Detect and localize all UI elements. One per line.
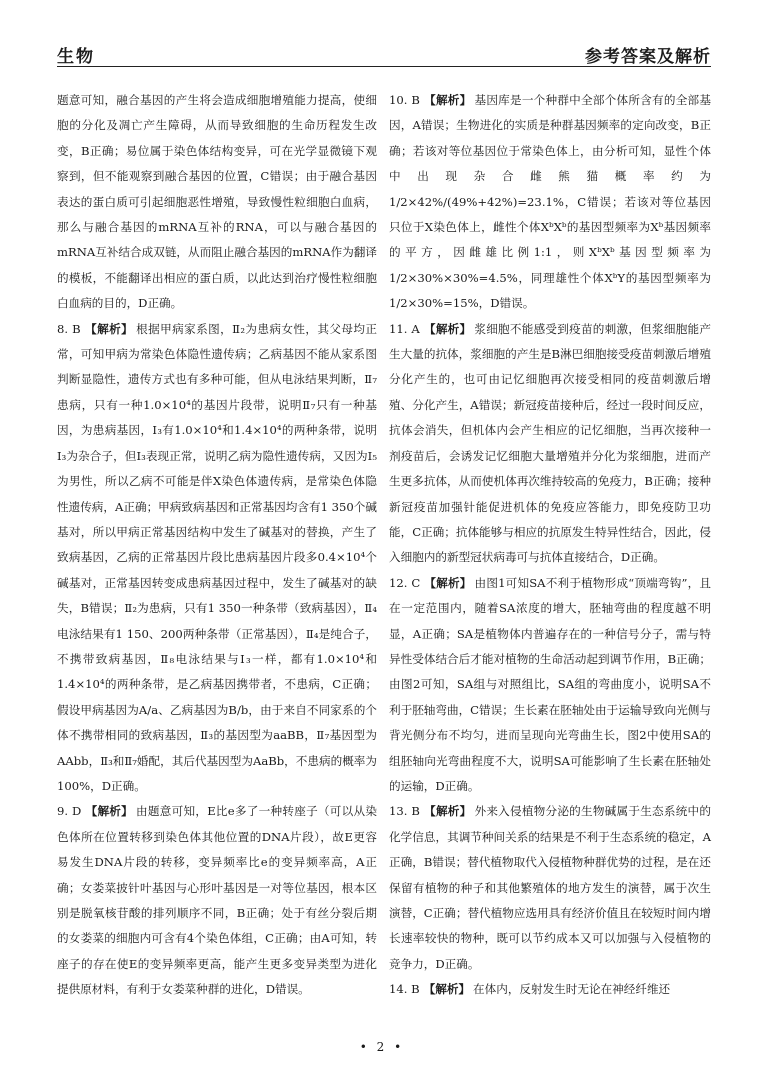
answer-item-13: [389, 799, 711, 977]
right-column: [389, 88, 711, 1003]
item-number: 12. C: [389, 575, 421, 590]
item-text: 由题意可知，E比e多了一种转座子（可以从染色体所在位置转移到染色体其他位置的DNA片段），故E更容易发生DNA片段的转移，变异频率比e的变异频率高，A正确；女娄菜披针叶基因与心形叶基因是一对等位基因，根本区别是脱氧核苷酸的排列顺序不同，B正确；处于有丝分裂后期的女娄菜的细胞内可含有4个染色体组，C正确；由A可知，转座子的存在使E的变异频率更高，能产生更多变异类型为进化提供原材料，有利于女娄菜种群的进化，D错误。: [57, 804, 377, 997]
item-text: 在体内，反射发生时无论在神经纤维还: [473, 982, 671, 997]
answer-item-14: [389, 977, 711, 1002]
analysis-tag: 【解析】: [423, 93, 472, 107]
continued-paragraph: 题意可知，融合基因的产生将会造成细胞增殖能力提高，使细胞的分化及凋亡产生障碍，从而导致细胞的生命历程发生改变，B正确；易位属于染色体结构变异，可在光学显微镜下观察到，但不能观察到融合基因的位置，C错误；由于融合基因表达的蛋白质可引起细胞恶性增殖，导致慢性粒细胞白血病，那么与融合基因的mRNA互补的RNA，可以与融合基因的mRNA互补结合成双链，从而阻止融合基因的mRNA作为翻译的模板，不能翻译出相应的蛋白质，以此达到治疗慢性粒细胞白血病的目的，D正确。: [57, 93, 377, 311]
subject-label: 生物: [57, 47, 95, 67]
item-text: 基因库是一个种群中全部个体所含有的全部基因，A错误；生物进化的实质是种群基因频率的定向改变，B正确；若该对等位基因位于常染色体上，由分析可知，显性个体中出现杂合雌熊猫概率约为1/2×42%/(49%+42%)=23.1%，C错误；若该对等位基因只位于X染色体上，雌性个体XᵇXᵇ的基因型频率为Xᵇ基因频率的平方，因雌雄比例1:1，则XᵇXᵇ基因型频率为1/2×30%×30%=4.5%，同理雄性个体XᵇY的基因型频率为1/2×30%=15%，D错误。: [389, 93, 711, 311]
header-title: 参考答案及解析: [585, 47, 711, 67]
analysis-tag: 【解析】: [85, 804, 134, 819]
page-number: • 2 •: [359, 1040, 405, 1054]
left-column: [57, 88, 377, 1003]
analysis-tag: 【解析】: [84, 321, 134, 336]
analysis-tag: 【解析】: [423, 321, 472, 336]
answer-item-10: [389, 88, 711, 317]
page-header: [57, 36, 711, 67]
item-number: 9. D: [57, 804, 82, 819]
item-number: 13. B: [389, 804, 420, 819]
answer-item-11: [389, 317, 711, 571]
analysis-tag: 【解析】: [423, 982, 471, 997]
item-number: 10. B: [389, 93, 420, 107]
item-text: 根据甲病家系图，Ⅱ₂为患病女性，其父母均正常，可知甲病为常染色体隐性遗传病；乙病基因不能从家系图判断显隐性，遗传方式也有多种可能，但从电泳结果判断，Ⅱ₇患病，只有一种1.0×10⁴的基因片段带，说明Ⅱ₇只有一种基因，为患病基因，Ⅰ₃有1.0×10⁴和1.4×10⁴的两种条带，说明Ⅰ₃为杂合子，但Ⅰ₃表现正常，说明乙病为隐性遗传病，又因为Ⅰ₅为男性，所以乙病不可能是伴X染色体遗传病，是常染色体隐性遗传病，A正确；甲病致病基因和正常基因均含有1 350个碱基对，所以甲病正常基因结构中发生了碱基对的替换，产生了致病基因，乙病的正常基因片段比患病基因片段多0.4×10⁴个碱基对，正常基因转变成患病基因过程中，发生了碱基对的缺失，B错误；Ⅱ₂为患病，只有1 350一种条带（致病基因），Ⅱ₄电泳结果有1 150、200两种条带（正常基因），Ⅱ₄是纯合子，不携带致病基因，Ⅱ₈电泳结果与Ⅰ₃一样，都有1.0×10⁴和1.4×10⁴的两种条带，是乙病基因携带者，不患病，C正确；假设甲病基因为A/a、乙病基因为B/b，由于来自不同家系的个体不携带相同的致病基因，Ⅱ₃的基因型为aaBB，Ⅱ₇基因型为AAbb，Ⅱ₃和Ⅱ₇婚配，其后代基因型为AaBb，不患病的概率为100%，D正确。: [57, 321, 377, 793]
item-text: 浆细胞不能感受到疫苗的刺激，但浆细胞能产生大量的抗体，浆细胞的产生是B淋巴细胞接受疫苗刺激后增殖分化产生的，也可由记忆细胞再次接受相同的疫苗刺激后增殖、分化产生，A错误；新冠疫苗接种后，经过一段时间反应，抗体会消失，但机体内会产生相应的记忆细胞，当再次接种一剂疫苗后，会诱发记忆细胞大量增殖并分化为浆细胞，进而产生更多抗体，从而使机体再次维持较高的免疫力，B正确；接种新冠疫苗加强针能促进机体的免疫应答能力，即免疫防卫功能，C正确；抗体能够与相应的抗原发生特异性结合，因此，侵入细胞内的新型冠状病毒可与抗体直接结合，D正确。: [389, 321, 711, 565]
item-text: 由图1可知SA不利于植物形成“顶端弯钩”，且在一定范围内，随着SA浓度的增大，胚轴弯曲的程度越不明显，A正确；SA是植物体内普遍存在的一种信号分子，需与特异性受体结合后才能对植物的生命活动起到调节作用，B正确；由图2可知，SA组与对照组比，SA组的弯曲度小，说明SA不利于胚轴弯曲，C错误；生长素在胚轴处由于运输导致向光侧与背光侧分布不均匀，进而呈现向光弯曲生长，图2中使用SA的组胚轴向光弯曲程度不大，说明SA可能影响了生长素在胚轴处的运输，D正确。: [389, 575, 711, 793]
item-text: 外来入侵植物分泌的生物碱属于生态系统中的化学信息，其调节种间关系的结果是不利于生态系统的稳定，A正确，B错误；替代植物取代入侵植物种群优势的过程，是在还保留有植物的种子和其他繁殖体的地方发生的演替，属于次生演替，C正确；替代植物应选用具有经济价值且在较短时间内增长速率较快的物种，既可以节约成本又可以加强与入侵植物的竞争力，D正确。: [389, 804, 711, 971]
answer-item-8: [57, 317, 377, 800]
answer-item-9: [57, 799, 377, 1002]
item-number: 14. B: [389, 982, 420, 997]
item-number: 8. B: [57, 321, 81, 336]
item-number: 11. A: [389, 321, 420, 336]
analysis-tag: 【解析】: [424, 575, 472, 590]
answer-item-12: [389, 571, 711, 800]
analysis-tag: 【解析】: [423, 804, 472, 819]
